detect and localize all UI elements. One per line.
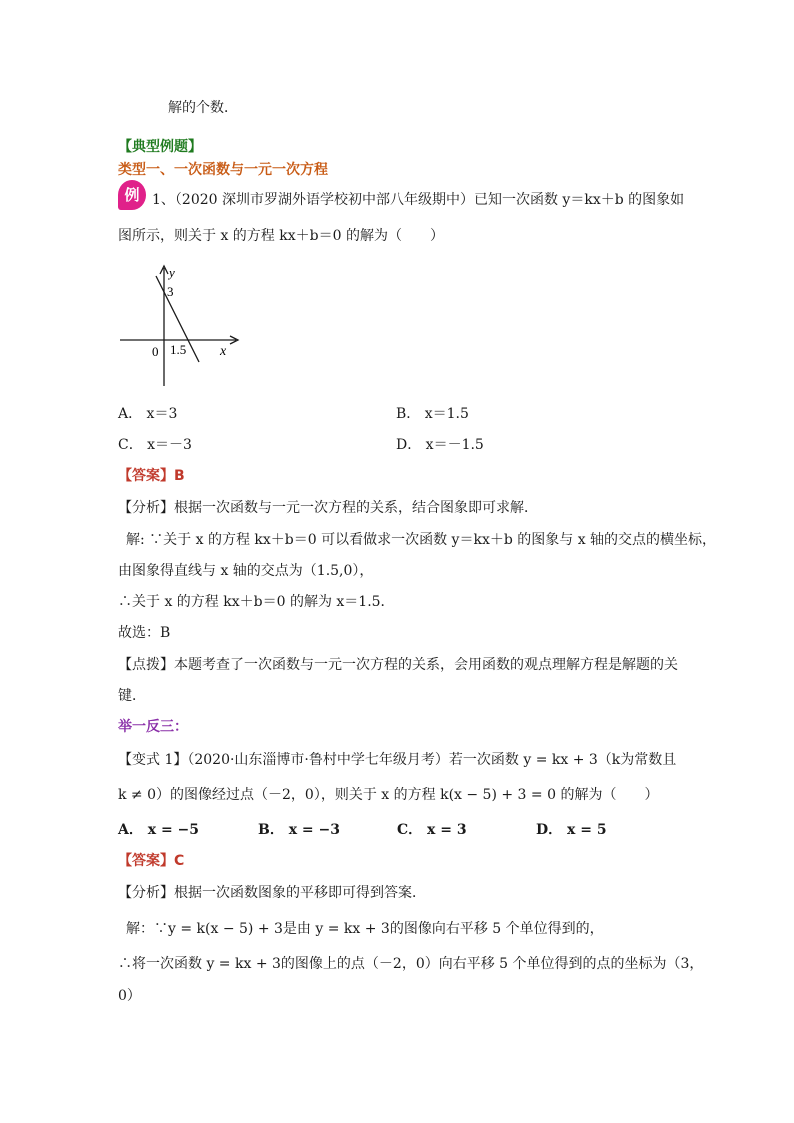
x-axis-label: x — [220, 344, 227, 359]
v1-solution-line2: ∴将一次函数 y = kx + 3的图像上的点（－2，0）向右平移 5 个单位得到的点的坐标为（3， — [118, 956, 704, 972]
q1-stem-line1: 1、（2020 深圳市罗湖外语学校初中部八年级期中）已知一次函数 y＝kx＋b 的图象如 — [152, 192, 685, 208]
q1-option-d: D． x＝－1.5 — [396, 437, 484, 453]
v1-option-c: C． x = 3 — [397, 822, 467, 838]
q1-graph — [112, 262, 252, 392]
x-intercept-label: 1.5 — [170, 342, 187, 357]
q1-analysis: 【分析】根据一次函数与一元一次方程的关系，结合图象即可求解． — [118, 500, 538, 516]
v1-option-a: A． x = −5 — [118, 822, 200, 838]
top-line: 解的个数． — [168, 100, 238, 116]
v1-answer: 【答案】C — [118, 853, 185, 869]
q1-answer: 【答案】B — [118, 468, 185, 484]
q1-tip-line1: 【点拨】本题考查了一次函数与一元一次方程的关系，会用函数的观点理解方程是解题的关 — [118, 657, 678, 673]
type-heading: 类型一、一次函数与一元一次方程 — [118, 162, 328, 178]
q1-solution-line4: 故选：B — [118, 625, 171, 641]
q1-option-c: C． x＝－3 — [118, 437, 192, 453]
y-axis-label: y — [169, 265, 175, 280]
v1-option-d: D． x = 5 — [536, 822, 607, 838]
section-examples-heading: 【典型例题】 — [118, 139, 202, 155]
q1-solution-line1: 解: ∵关于 x 的方程 kx＋b＝0 可以看做求一次函数 y＝kx＋b 的图象与 x 轴的交点的横坐标， — [126, 532, 717, 548]
practice-heading: 举一反三： — [118, 719, 188, 735]
q1-stem-line2: 图所示，则关于 x 的方程 kx＋b＝0 的解为（ ） — [118, 228, 444, 244]
v1-solution-line3: 0） — [118, 988, 141, 1004]
example-badge: 例 — [118, 180, 146, 210]
q1-solution-line3: ∴关于 x 的方程 kx＋b＝0 的解为 x＝1.5． — [118, 594, 395, 610]
v1-analysis: 【分析】根据一次函数图象的平移即可得到答案． — [118, 885, 426, 901]
v1-solution-line1: 解：∵y = k(x − 5) + 3是由 y = kx + 3的图像向右平移 5 个单位得到的， — [126, 921, 604, 937]
q1-solution-line2: 由图象得直线与 x 轴的交点为（1.5,0）， — [118, 563, 374, 579]
origin-label: 0 — [152, 344, 159, 359]
v1-option-b: B． x = −3 — [258, 822, 341, 838]
q1-tip-line2: 键． — [118, 688, 146, 704]
q1-option-b: B． x＝1.5 — [396, 406, 469, 422]
y-intercept-label: 3 — [167, 284, 174, 299]
q1-option-a: A． x＝3 — [118, 406, 178, 422]
v1-stem-line1: 【变式 1】（2020·山东淄博市·鲁村中学七年级月考）若一次函数 y = kx + 3（k为常数且 — [118, 752, 677, 768]
v1-stem-line2: k ≠ 0）的图像经过点（－2，0），则关于 x 的方程 k(x − 5) + 3 = 0 的解为（ ） — [118, 787, 659, 803]
